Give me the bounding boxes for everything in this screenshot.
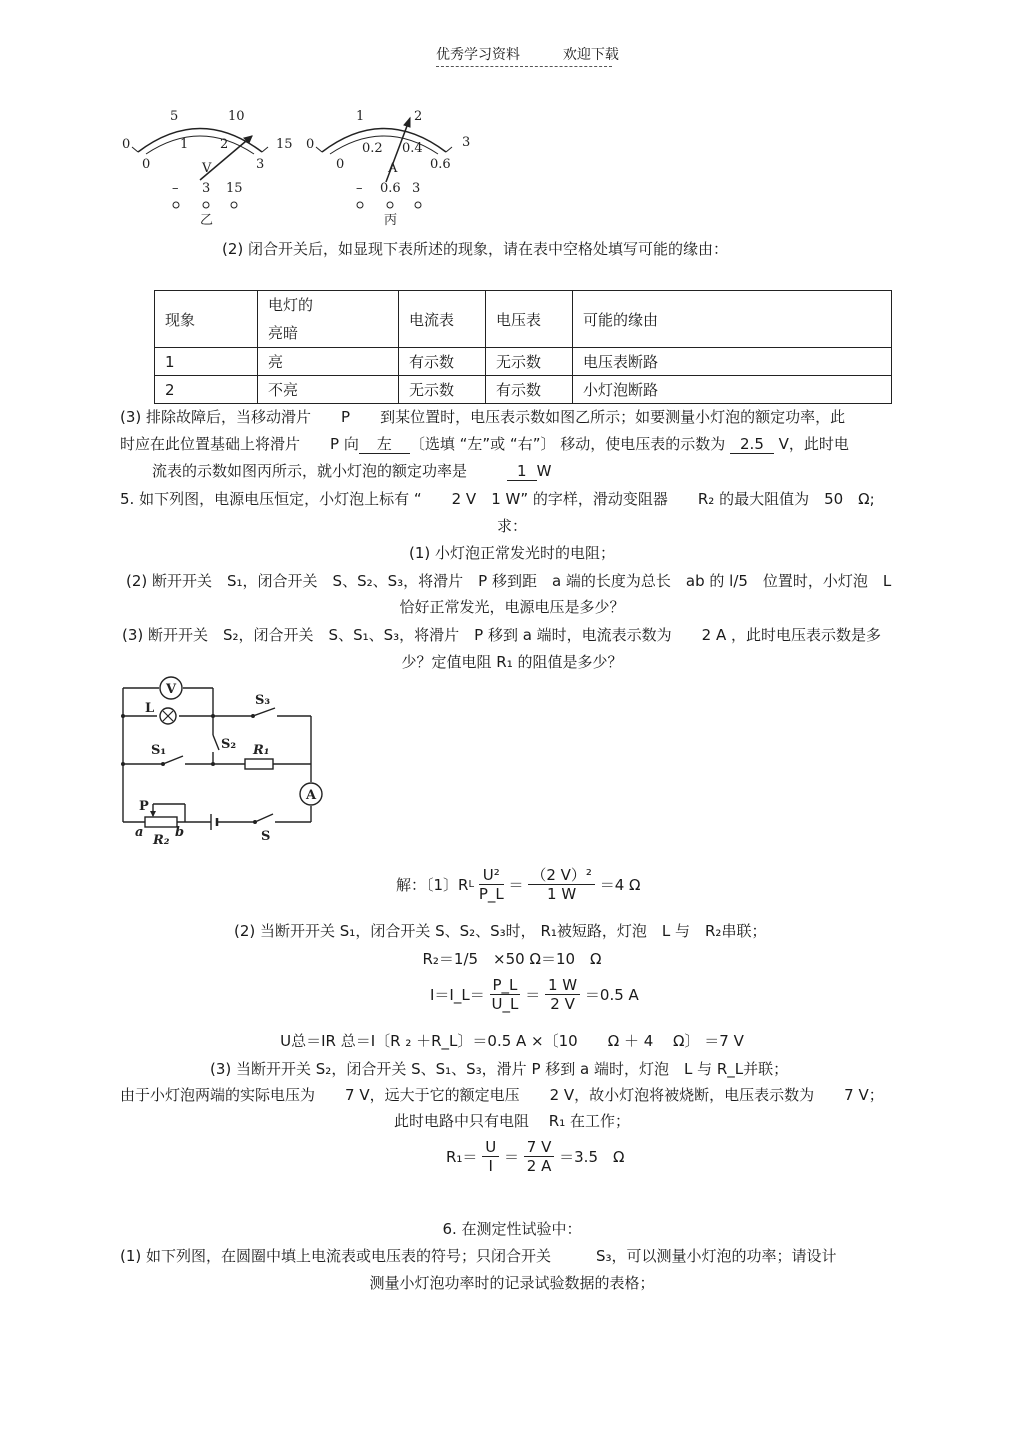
circuit-label-a: A	[306, 788, 317, 803]
a-caption: 丙	[384, 213, 398, 228]
v-terminal-3: 3	[202, 181, 211, 196]
q4-part2: (2) 闭合开关后，如显现下表所述的现象，请在表中空格处填写可能的缘由：	[222, 240, 729, 258]
table-cell: 2	[155, 376, 258, 404]
q4-part3-line3b: W	[536, 462, 552, 480]
q4-part3-line2a: 时应在此位置基础上将滑片 P 向	[120, 435, 359, 453]
s2-num1: P_L	[490, 976, 521, 995]
s3-line2: 由于小灯泡两端的实际电压为 7 V，远大于它的额定电压 2 V，故小灯泡将被烧断，电压表示数为 7 V；	[120, 1086, 884, 1104]
q4-part3-line1: (3) 排除故障后，当移动滑片 P 到某位置时，电压表示数如图乙所示；如要测量小灯泡的额定功率，此	[120, 408, 846, 426]
circuit-label-s2: S₂	[221, 737, 237, 752]
s3-num1: U	[482, 1138, 499, 1157]
s2-line4: U总＝IR 总＝I〔R ₂ ＋R_L〕＝0.5 A ×〔10 Ω ＋ 4 Ω〕 ＝7 V	[280, 1032, 744, 1050]
s1-den2: 1 W	[547, 885, 577, 903]
q5-line1: 5. 如下列图，电源电压恒定，小灯泡上标有 “ 2 V 1 W” 的字样，滑动变阻器 R₂ 的最大阻值为 50 Ω;	[120, 490, 875, 508]
a-tick-top-1: 1	[356, 109, 365, 124]
q6-line1: (1) 如下列图，在圆圈中填上电流表或电压表的符号；只闭合开关 S₃，可以测量小灯泡的功率；请设计	[120, 1247, 837, 1265]
s3-line1: (3) 当断开开关 S₂，闭合开关 S、S₁、S₃，滑片 P 移到 a 端时，灯泡 L 与 R_L并联；	[210, 1060, 789, 1078]
s3-den1: I	[488, 1157, 493, 1175]
s3-fraction2	[524, 1138, 555, 1175]
a-tick-top-3: 3	[462, 135, 471, 150]
a-tick-top-2: 2	[414, 109, 423, 124]
s2-line1: (2) 当断开开关 S₁，闭合开关 S、S₂、S₃时， R₁被短路，灯泡 L 与 R₂串联；	[234, 922, 767, 940]
s1-fraction2	[528, 866, 595, 903]
s2-l3-pre: I＝I_L＝	[430, 986, 485, 1004]
voltmeter	[132, 129, 268, 209]
table-cell: 小灯泡断路	[573, 376, 892, 404]
v-tick-top-2: 10	[228, 109, 245, 124]
answer-direction: 左	[359, 435, 410, 454]
s3-l4-result: ＝3.5 Ω	[559, 1148, 625, 1166]
v-terminal-15: 15	[226, 181, 243, 196]
circuit-diagram	[115, 670, 335, 850]
v-tick-bottom-0: 0	[142, 157, 151, 172]
header-light-1: 电灯的	[268, 296, 314, 314]
v-tick-bottom-3: 3	[256, 157, 265, 172]
v-tick-top-0: 0	[122, 137, 131, 152]
s1-num2: （2 V）²	[528, 866, 595, 885]
q4-part3-line2b: 〔选填 “左”或 “右”〕 移动，使电压表的示数为	[409, 435, 726, 453]
q5-line5: 恰好正常发光，电源电压是多少？	[399, 598, 625, 616]
table-cell: 不亮	[258, 376, 399, 404]
s1-den: P_L	[478, 885, 504, 903]
s2-num2: 1 W	[545, 976, 580, 995]
s2-den2: 2 V	[550, 995, 575, 1013]
s2-fraction2	[545, 976, 580, 1013]
table-header-cell: 可能的缘由	[573, 291, 892, 348]
s2-l3-result: ＝0.5 A	[584, 986, 639, 1004]
table-cell: 有示数	[399, 348, 486, 376]
a-tick-top-0: 0	[306, 137, 315, 152]
table-header-cell	[258, 291, 399, 348]
s2-line2: R₂＝1/5 ×50 Ω＝10 Ω	[422, 950, 602, 968]
s2-line3: I＝I_L＝ $\frac{P\_L}{U\_L}$ ＝ $\frac{1 W}{2 V}$ ＝0.5 A	[430, 976, 639, 1013]
header-light-2: 亮暗	[268, 324, 299, 342]
v-terminal-neg: –	[172, 181, 179, 196]
table-header-row	[155, 291, 892, 348]
q5-line6: (3) 断开开关 S₂，闭合开关 S、S₁、S₃，将滑片 P 移到 a 端时，电流表示数为 2 A ，此时电压表示数是多	[122, 626, 882, 644]
v-tick-top-1: 5	[170, 109, 179, 124]
a-terminal-3: 3	[412, 181, 421, 196]
circuit-label-s1: S₁	[151, 743, 167, 758]
s3-num2: 7 V	[524, 1138, 555, 1157]
q6-line2: 测量小灯泡功率时的记录试验数据的表格；	[369, 1274, 655, 1292]
a-tick-bottom-3: 0.6	[430, 157, 451, 172]
s1-fraction	[479, 866, 504, 903]
table-cell: 无示数	[399, 376, 486, 404]
circuit-label-p: P	[139, 799, 149, 814]
a-terminal-neg: –	[356, 181, 363, 196]
circuit-label-v: V	[166, 682, 177, 697]
v-tick-bottom-2: 2	[220, 137, 229, 152]
table-cell: 亮	[258, 348, 399, 376]
answer-voltage: 2.5	[730, 435, 774, 454]
s3-line3: 此时电路中只有电阻 R₁ 在工作；	[394, 1112, 630, 1130]
circuit-label-b-end: b	[175, 825, 185, 840]
answer-power: 1	[507, 462, 537, 481]
q5-line2: 求：	[496, 517, 527, 535]
a-terminal-06: 0.6	[380, 181, 401, 196]
table-cell: 电压表断路	[573, 348, 892, 376]
v-symbol: V	[202, 161, 212, 176]
s3-l4-pre: R₁＝	[446, 1148, 478, 1166]
s1-prefix: 解：〔1〕R	[396, 876, 469, 894]
q4-part3-line2c: V，此时电	[778, 435, 849, 453]
s2-fraction1	[490, 976, 521, 1013]
table-row	[155, 376, 892, 404]
solution-step1: 解：〔1〕RL $\frac{\text{U²}}{P\_L}$ ＝ $\frac{\text{（2 V）²}}{1 W}$ ＝4 Ω	[396, 866, 641, 903]
circuit-label-l: L	[145, 701, 155, 716]
header-left: 优秀学习资料	[436, 47, 520, 63]
q4-part3-line3	[152, 460, 551, 481]
v-caption: 乙	[200, 213, 214, 228]
q4-part3-line3a: 流表的示数如图丙所示，就小灯泡的额定功率是	[152, 462, 468, 480]
q6-title: 6. 在测定性试验中：	[442, 1220, 582, 1238]
table-cell: 1	[155, 348, 258, 376]
q4-part3-line2	[120, 433, 849, 454]
a-tick-bottom-1: 0.2	[362, 141, 383, 156]
header-divider	[436, 66, 612, 67]
s3-den2: 2 A	[526, 1157, 552, 1175]
meters-figure	[110, 100, 490, 230]
s3-line4: R₁＝ $\frac{U}{I}$ ＝ $\frac{7 V}{2 A}$ ＝3.5 Ω	[446, 1138, 625, 1175]
circuit-label-a-end: a	[135, 825, 144, 840]
circuit-label-r1: R₁	[253, 743, 270, 758]
s1-result: ＝4 Ω	[599, 876, 641, 894]
table-header-cell: 电流表	[399, 291, 486, 348]
q5-line4: (2) 断开开关 S₁，闭合开关 S、S₂、S₃，将滑片 P 移到距 a 端的长度为总长 ab 的 l/5 位置时，小灯泡 L	[126, 572, 892, 590]
table-header-cell: 现象	[155, 291, 258, 348]
a-symbol: A	[388, 161, 398, 176]
fault-table	[154, 290, 892, 404]
circuit-label-s: S	[261, 829, 271, 844]
table-cell: 无示数	[486, 348, 573, 376]
circuit-label-r2: R₂	[153, 833, 170, 848]
s1-num: U²	[479, 866, 504, 885]
a-tick-bottom-0: 0	[336, 157, 345, 172]
s3-fraction1	[482, 1138, 499, 1175]
v-tick-bottom-1: 1	[180, 137, 189, 152]
s2-den1: U_L	[491, 995, 519, 1013]
table-cell: 有示数	[486, 376, 573, 404]
q5-line3: (1) 小灯泡正常发光时的电阻；	[408, 544, 616, 562]
header-right: 欢迎下载	[562, 47, 619, 63]
a-tick-bottom-2: 0.4	[402, 141, 423, 156]
circuit-label-s3: S₃	[255, 693, 271, 708]
q5-line7: 少？定值电阻 R₁ 的阻值是多少？	[401, 653, 623, 671]
v-tick-top-3: 15	[276, 137, 293, 152]
table-row	[155, 348, 892, 376]
page-header	[436, 44, 619, 64]
table-header-cell: 电压表	[486, 291, 573, 348]
